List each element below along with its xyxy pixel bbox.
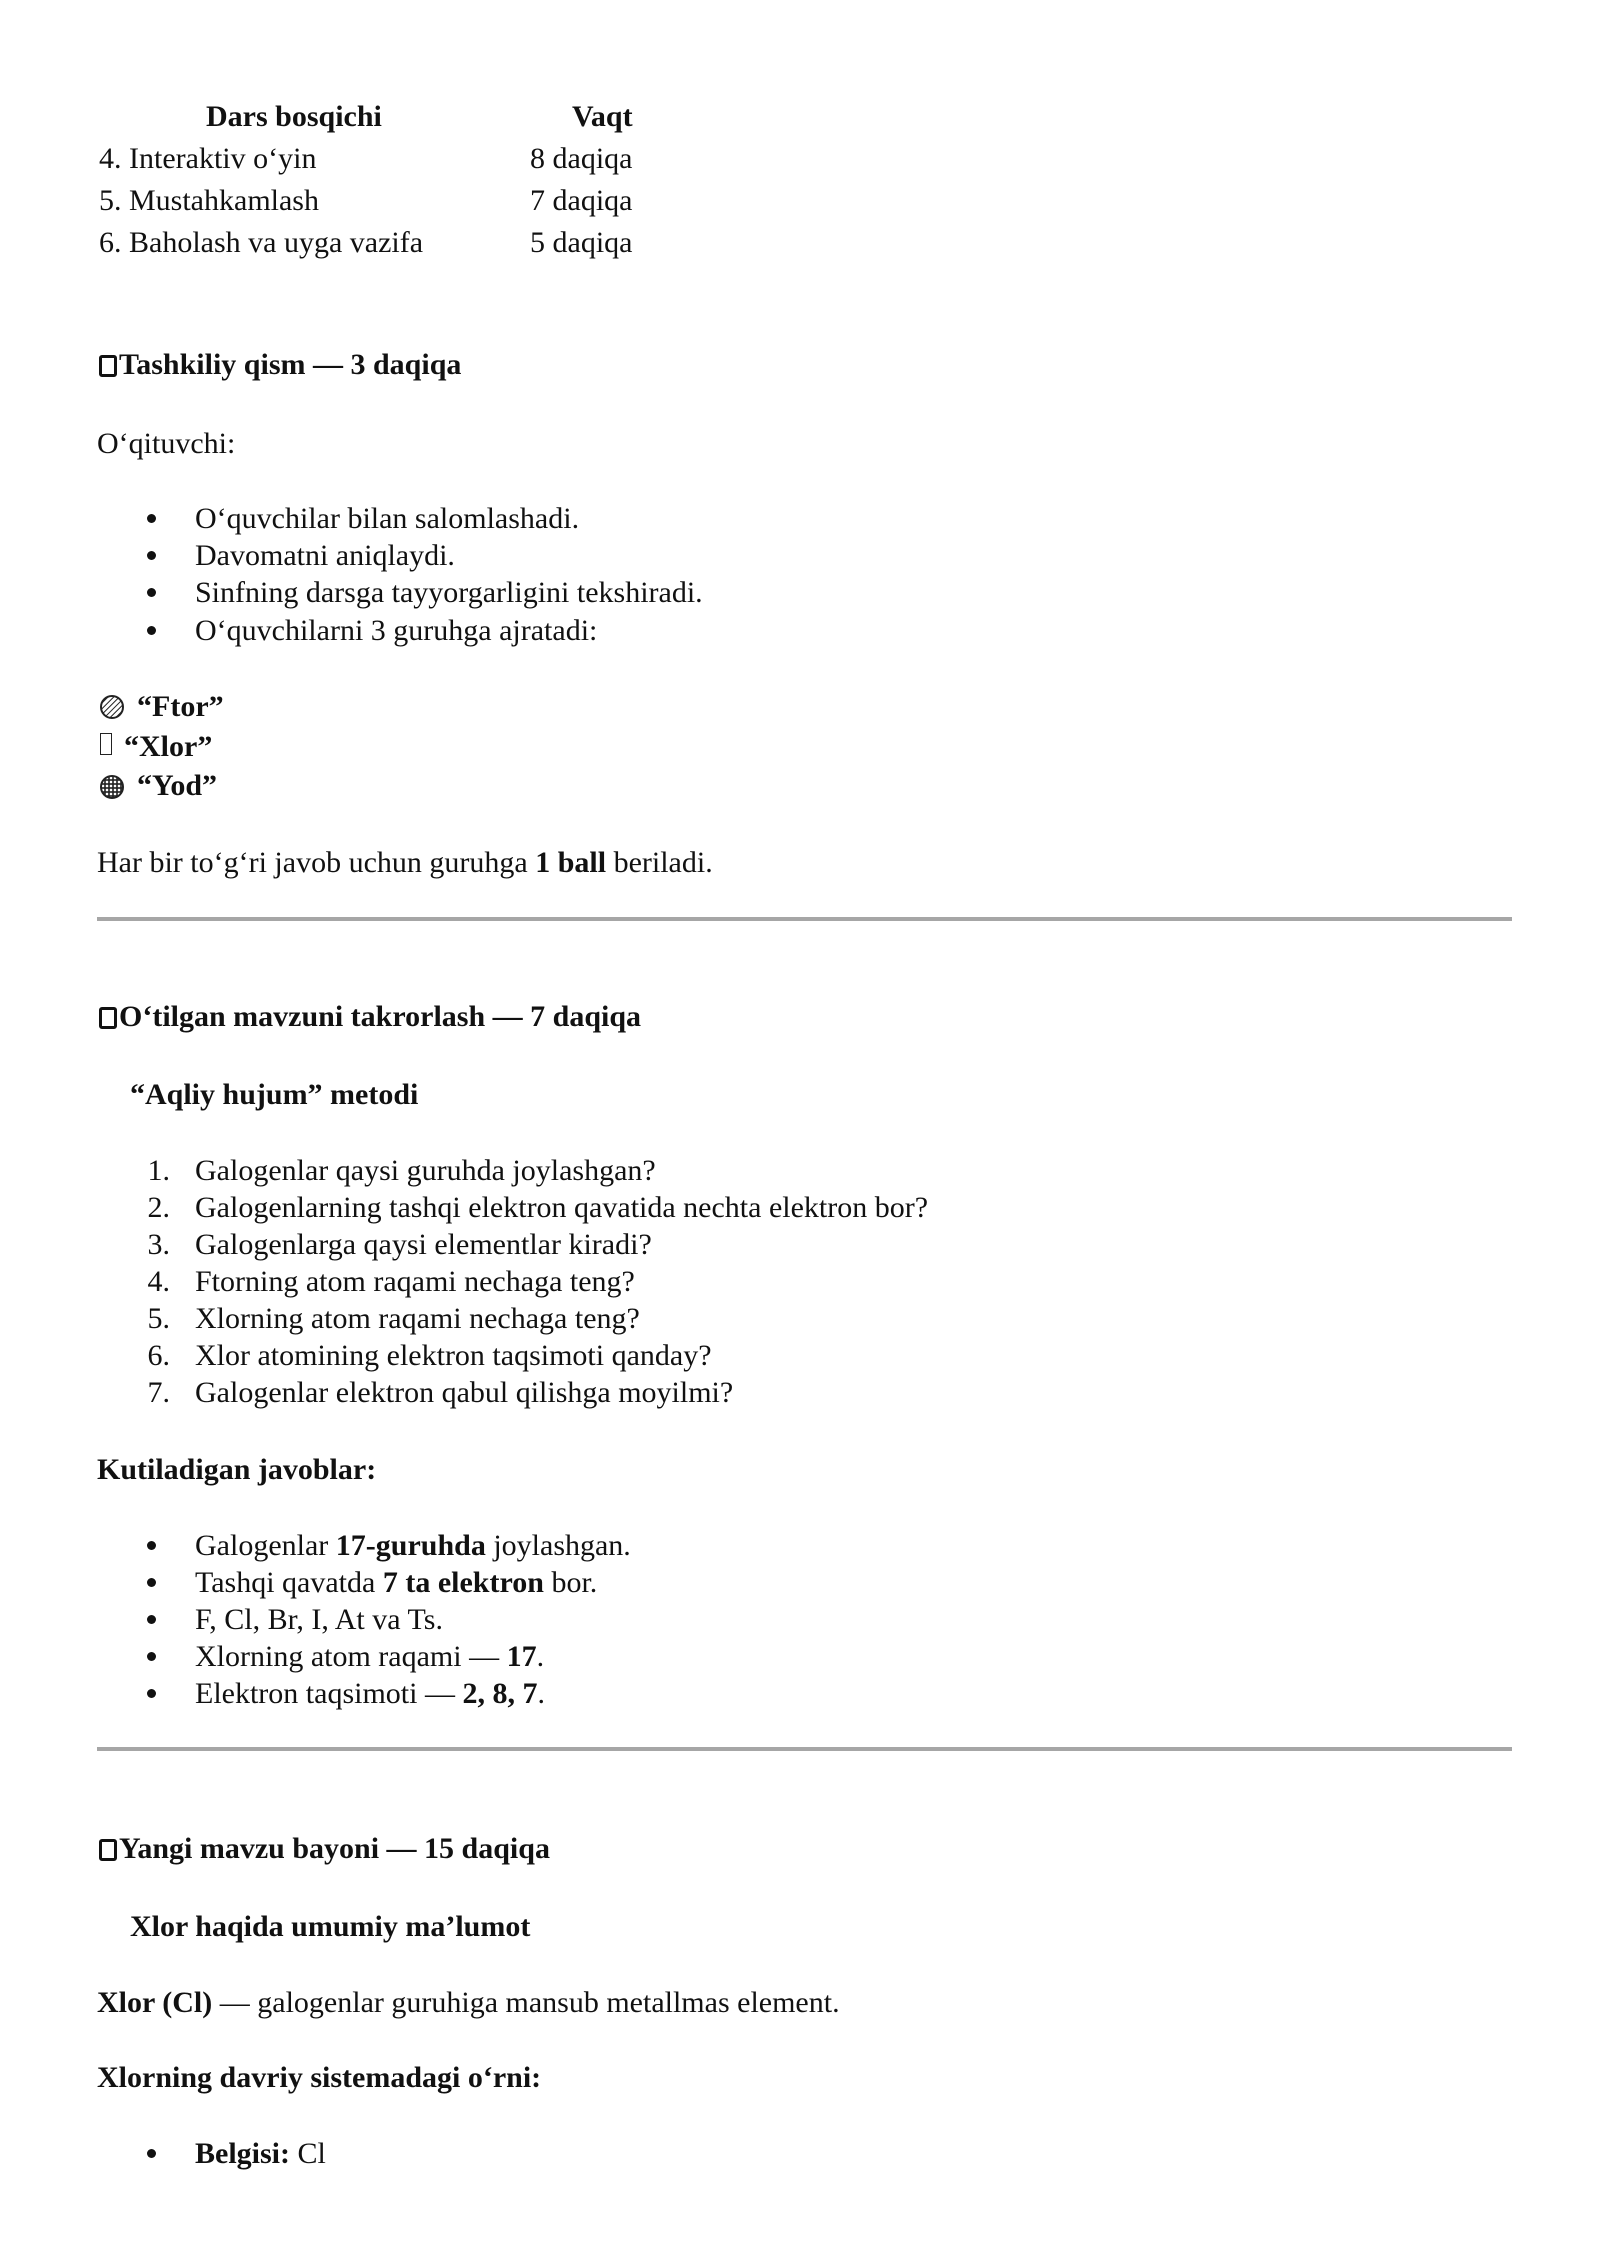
bullet [147, 1615, 156, 1624]
table-row-stage: 5. Mustahkamlash [99, 184, 319, 217]
list-number: 2. [147, 1191, 170, 1224]
answer-bold: 17-guruhda [335, 1529, 486, 1562]
question-item: Xlorning atom raqami nechaga teng? [195, 1302, 640, 1335]
question-item: Galogenlarga qaysi elementlar kiradi? [195, 1228, 652, 1261]
table-row-time: 8 daqiqa [530, 142, 633, 175]
group-label: “Ftor” [137, 690, 224, 723]
answer-item [195, 1564, 597, 1602]
list-number: 7. [147, 1376, 170, 1409]
definition-text: — galogenlar guruhiga mansub metallmas element. [212, 1986, 840, 2019]
bullet [147, 1578, 156, 1587]
answer-text: F, Cl, Br, I, At va Ts. [195, 1603, 443, 1636]
answer-text: Galogenlar [195, 1529, 336, 1562]
table-header-stage: Dars bosqichi [206, 100, 382, 133]
table-row-stage: 4. Interaktiv o‘yin [99, 142, 317, 175]
answer-text-after: bor. [543, 1566, 598, 1599]
answer-text-after: joylashgan. [485, 1529, 631, 1562]
group-label: “Xlor” [124, 730, 213, 763]
list-number: 4. [147, 1265, 170, 1298]
group-icon [99, 692, 125, 718]
table-header-time: Vaqt [572, 100, 633, 133]
list-number: 3. [147, 1228, 170, 1261]
answer-text: Elektron taqsimoti — [195, 1677, 463, 1710]
number-box-icon [99, 1839, 117, 1861]
bullet [147, 514, 156, 523]
question-item: Galogenlar qaysi guruhda joylashgan? [195, 1154, 656, 1187]
fact-value: Cl [290, 2137, 326, 2170]
divider [97, 1747, 1512, 1751]
list-item: Sinfning darsga tayyorgarligini tekshiradi. [195, 576, 703, 609]
group-label: “Yod” [137, 769, 218, 802]
answer-bold: 17 [506, 1640, 537, 1673]
score-bold: 1 ball [535, 846, 607, 879]
list-item: Davomatni aniqlaydi. [195, 539, 455, 572]
definition-term: Xlor (Cl) [97, 1986, 213, 2019]
table-row-time: 7 daqiqa [530, 184, 633, 217]
answer-item [195, 1638, 544, 1676]
section-title: Tashkiliy qism — 3 daqiqa [119, 348, 462, 381]
subtitle: Xlor haqida umumiy ma’lumot [130, 1910, 531, 1943]
bullet [147, 626, 156, 635]
list-item: O‘quvchilar bilan salomlashadi. [195, 502, 580, 535]
list-number: 5. [147, 1302, 170, 1335]
score-text-after: beriladi. [606, 846, 713, 879]
section-heading [99, 346, 461, 384]
list-number: 1. [147, 1154, 170, 1187]
method-title: “Aqliy hujum” metodi [130, 1078, 419, 1111]
table-row-stage: 6. Baholash va uyga vazifa [99, 226, 424, 259]
list-number: 6. [147, 1339, 170, 1372]
question-item: Xlor atomining elektron taqsimoti qanday? [195, 1339, 712, 1372]
definition [97, 1984, 840, 2022]
group-icon [99, 772, 125, 798]
number-box-icon [99, 1007, 117, 1029]
teacher-label: O‘qituvchi: [97, 427, 236, 460]
fact-item [195, 2135, 326, 2173]
question-item: Galogenlar elektron qabul qilishga moyilmi? [195, 1376, 734, 1409]
section-heading [99, 998, 641, 1036]
bullet [147, 588, 156, 597]
bullet [147, 1689, 156, 1698]
section-title: Yangi mavzu bayoni — 15 daqiqa [119, 1832, 550, 1865]
fact-label: Belgisi: [195, 2137, 290, 2170]
answers-title: Kutiladigan javoblar: [97, 1453, 377, 1486]
list-item: O‘quvchilarni 3 guruhga ajratadi: [195, 614, 598, 647]
section-title: O‘tilgan mavzuni takrorlash — 7 daqiqa [119, 1000, 642, 1033]
divider [97, 917, 1512, 921]
bullet [147, 1541, 156, 1550]
answer-text-after: . [536, 1640, 545, 1673]
section-heading [99, 1830, 550, 1868]
answer-item [195, 1601, 443, 1639]
answer-item [195, 1675, 545, 1713]
table-row-time: 5 daqiqa [530, 226, 633, 259]
answer-bold: 2, 8, 7 [462, 1677, 538, 1710]
answer-text-after: . [537, 1677, 545, 1710]
bullet [147, 1652, 156, 1661]
position-title: Xlorning davriy sistemadagi o‘rni: [97, 2061, 542, 2094]
question-item: Galogenlarning tashqi elektron qavatida nechta elektron bor? [195, 1191, 929, 1224]
missing-glyph-icon [100, 733, 112, 755]
answer-text: Xlorning atom raqami — [195, 1640, 507, 1673]
bullet [147, 2149, 156, 2158]
question-item: Ftorning atom raqami nechaga teng? [195, 1265, 635, 1298]
answer-text: Tashqi qavatda [195, 1566, 383, 1599]
answer-bold: 7 ta elektron [382, 1566, 544, 1599]
score-note [97, 844, 713, 882]
answer-item [195, 1527, 631, 1565]
number-box-icon [99, 355, 117, 377]
bullet [147, 551, 156, 560]
score-text: Har bir to‘g‘ri javob uchun guruhga [97, 846, 536, 879]
